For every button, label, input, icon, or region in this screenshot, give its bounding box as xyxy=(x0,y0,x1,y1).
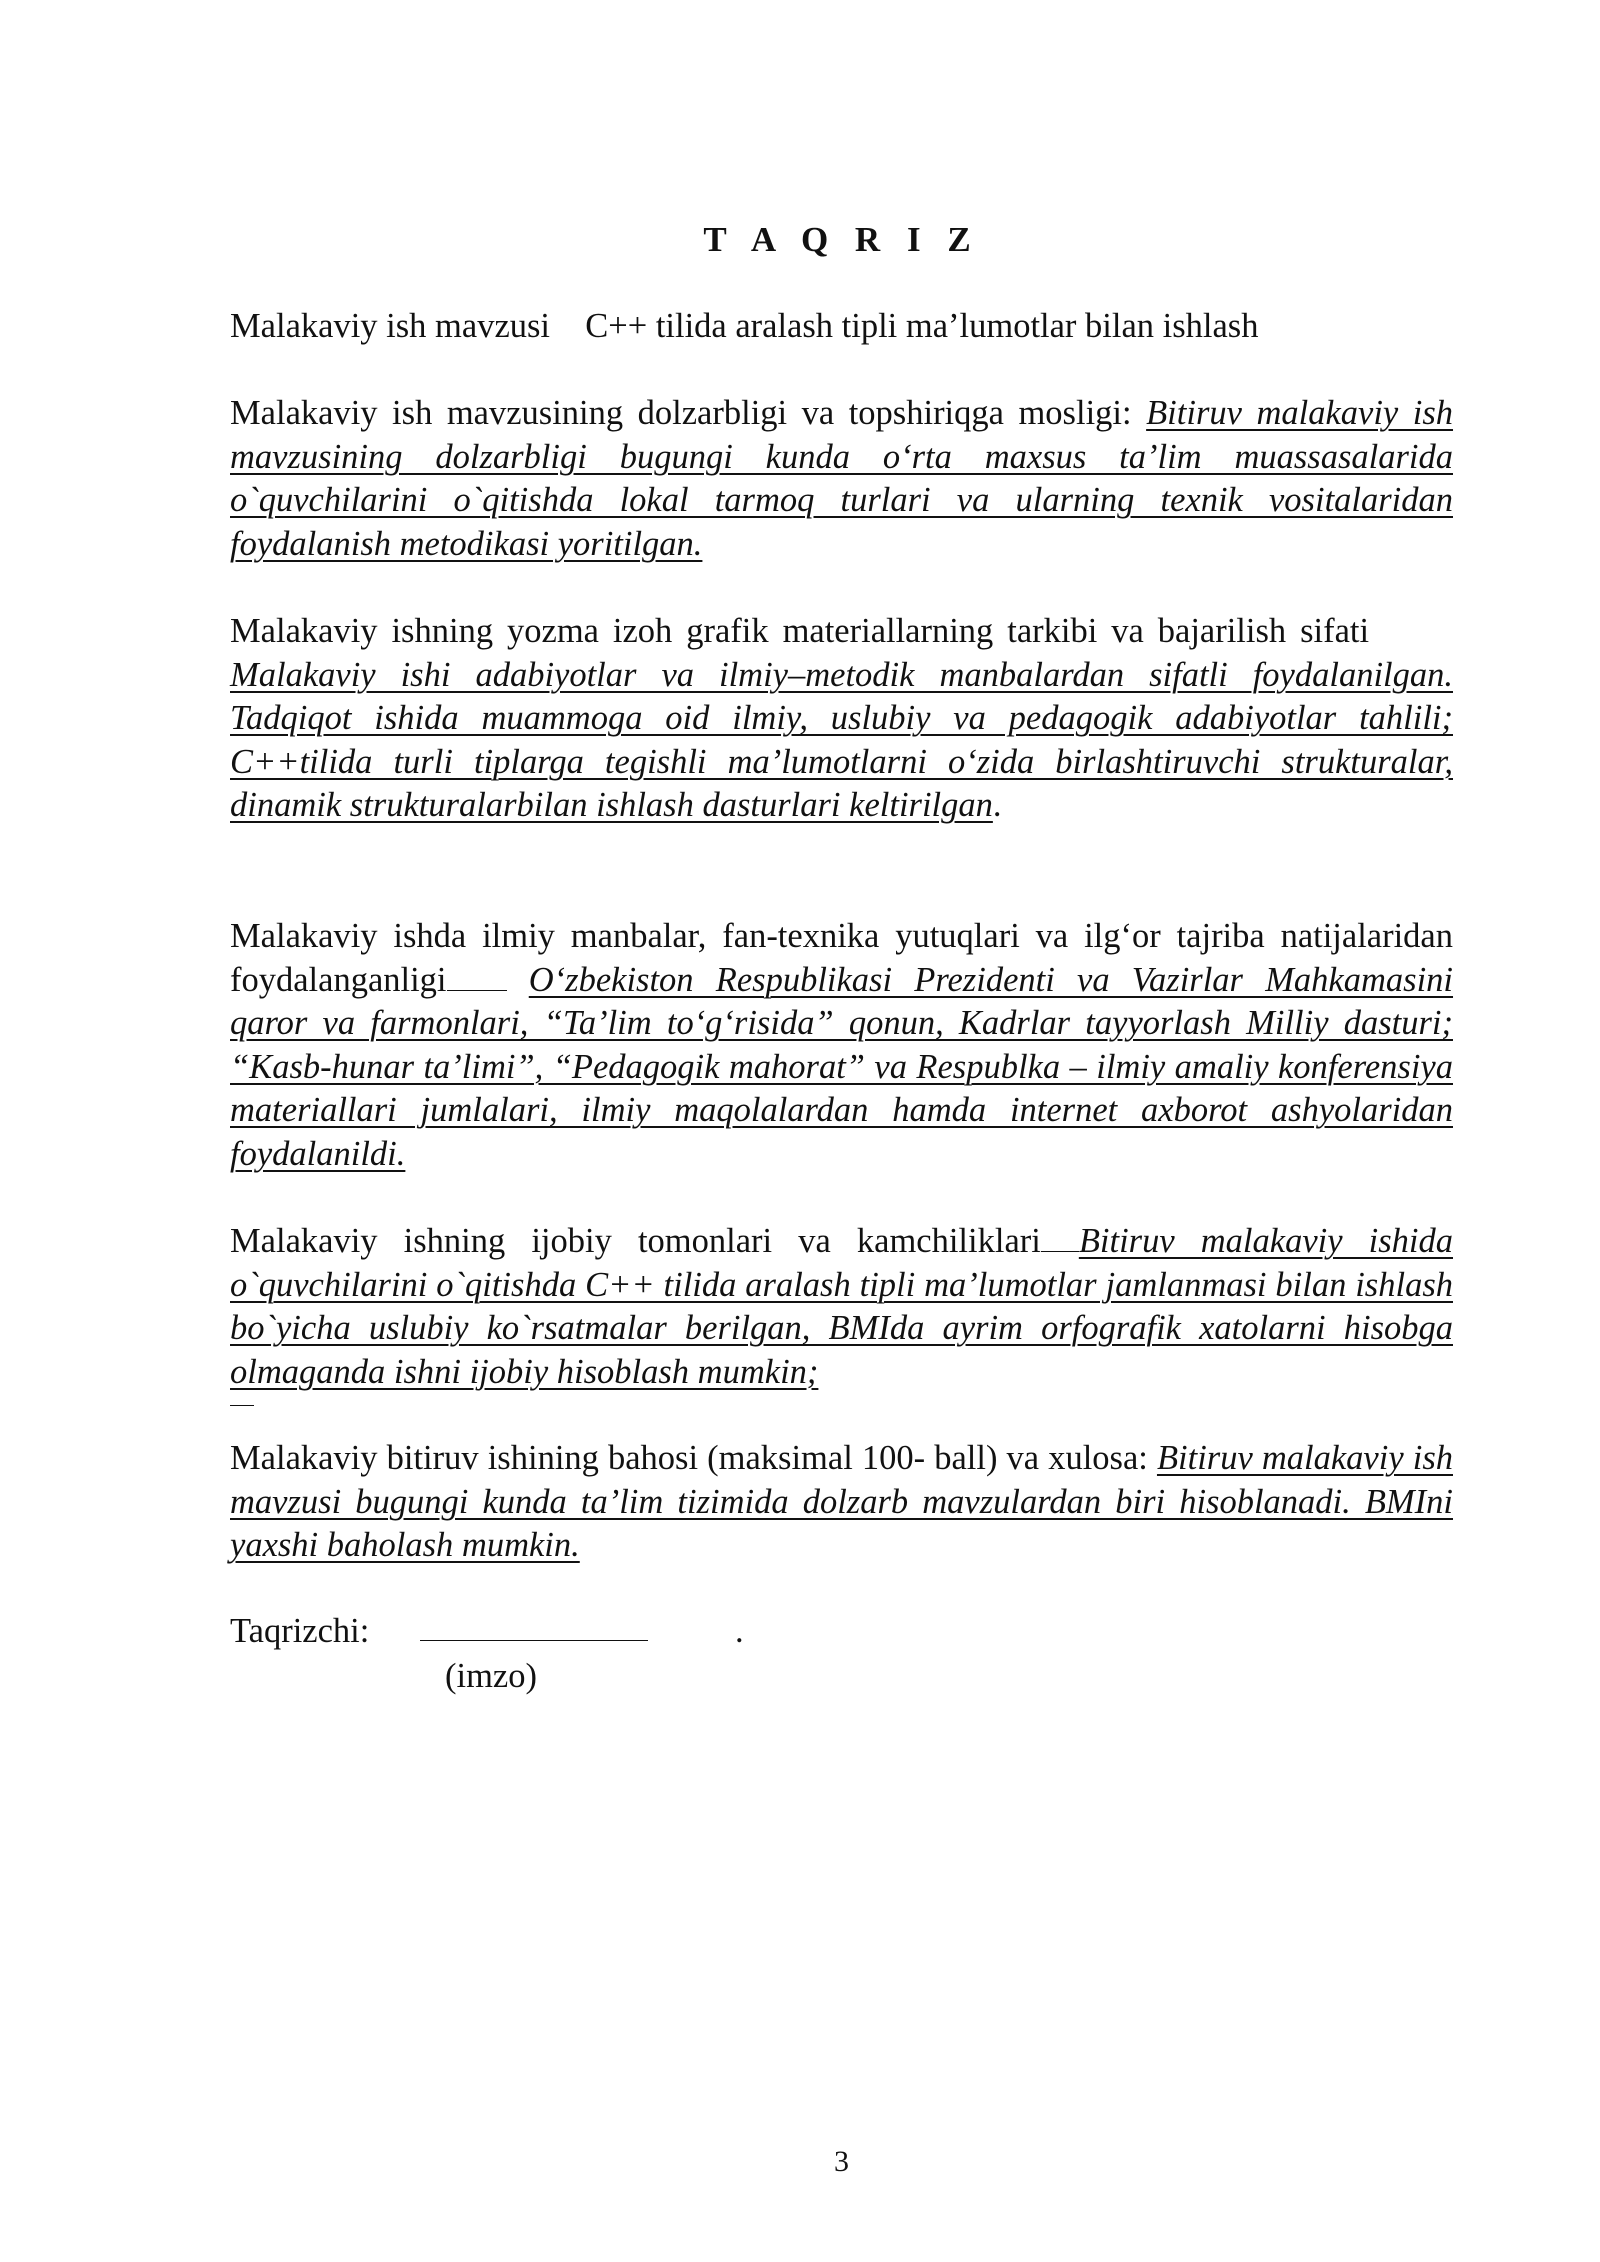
reviewer-label: Taqrizchi: xyxy=(230,1612,370,1650)
grade-section xyxy=(230,1437,1453,1568)
relevance-section xyxy=(230,392,1453,566)
materials-section xyxy=(230,610,1453,828)
topic-line xyxy=(230,305,1453,349)
sources-section xyxy=(230,915,1453,1176)
materials-end: . xyxy=(992,786,1002,824)
relevance-label: Malakaviy ish mavzusining dolzarbligi va topshiriqga mosligi: xyxy=(230,394,1132,432)
grade-text: Bitiruv malakaviy ish mavzusi bugungi kunda ta’lim tizimida dolzarb mavzulardan biri hisoblanadi. BMIni yaxshi baholash mumkin. xyxy=(230,1439,1453,1564)
sources-label: Malakaviy ishda ilmiy manbalar, fan-texnika yutuqlari va ilg‘or tajriba natijalaridan foydalanganligi xyxy=(230,917,1453,999)
pros-cons-fill-line xyxy=(1041,1223,1079,1252)
materials-label: Malakaviy ishning yozma izoh grafik materiallarning tarkibi va bajarilish sifati xyxy=(230,612,1370,650)
grade-label: Malakaviy bitiruv ishining bahosi (maksimal 100- ball) va xulosa: xyxy=(230,1439,1148,1477)
signature-caption: (imzo) xyxy=(445,1657,537,1695)
pros-cons-text: Bitiruv malakaviy ishida o`quvchilarini o`qitishda C++ tilida aralash tipli ma’lumotlar jamlanmasi bilan ishlash bo`yicha uslubiy ko`rsatmalar berilgan, BMIda ayrim orfografik xatolarni hisobga olmaganda ishni ijobiy hisoblash mumkin; xyxy=(230,1222,1453,1391)
topic-label: Malakaviy ish mavzusi xyxy=(230,307,551,345)
sources-fill-line xyxy=(447,962,507,991)
signature-line xyxy=(420,1640,648,1641)
relevance-text: Bitiruv malakaviy ish mavzusining dolzarbligi bugungi kunda o‘rta maxsus ta’lim muassasalarida o`quvchilarini o`qitishda lokal tarmoq turlari va ularning texnik vositalaridan foydalanish metodikasi yoritilgan. xyxy=(230,394,1454,563)
topic-value: C++ tilida aralash tipli ma’lumotlar bilan ishlash xyxy=(585,307,1259,345)
sources-text: O‘zbekiston Respublikasi Prezidenti va Vazirlar Mahkamasini qaror va farmonlari, “Ta’lim to‘g‘risida” qonun, Kadrlar tayyorlash Milliy dasturi; “Kasb-hunar ta’limi”, “Pedagogik mahorat” va Respublka – ilmiy amaliy konferensiya materiallari jumlalari, ilmiy maqolalardan hamda internet axborot ashyolaridan foydalanildi. xyxy=(230,960,1454,1173)
page-number: 3 xyxy=(834,2145,849,2178)
pros-cons-section xyxy=(230,1220,1453,1394)
document-title: T A Q R I Z xyxy=(703,220,980,259)
signature-dot: . xyxy=(735,1612,744,1650)
pros-cons-label: Malakaviy ishning ijobiy tomonlari va kamchiliklari xyxy=(230,1222,1041,1260)
blank-dash xyxy=(230,1385,254,1406)
materials-text-body: Malakaviy ishi adabiyotlar va ilmiy–metodik manbalardan sifatli foydalanilgan. Tadqiqot ishida muammoga oid ilmiy, uslubiy va pedagogik adabiyotlar tahlili; C++tilida turli tiplarga tegishli ma’lumotlarni o‘zida birlashtiruvchi strukturalar, dinamik strukturalarbilan ishlash dasturlari keltirilgan xyxy=(230,655,1453,824)
